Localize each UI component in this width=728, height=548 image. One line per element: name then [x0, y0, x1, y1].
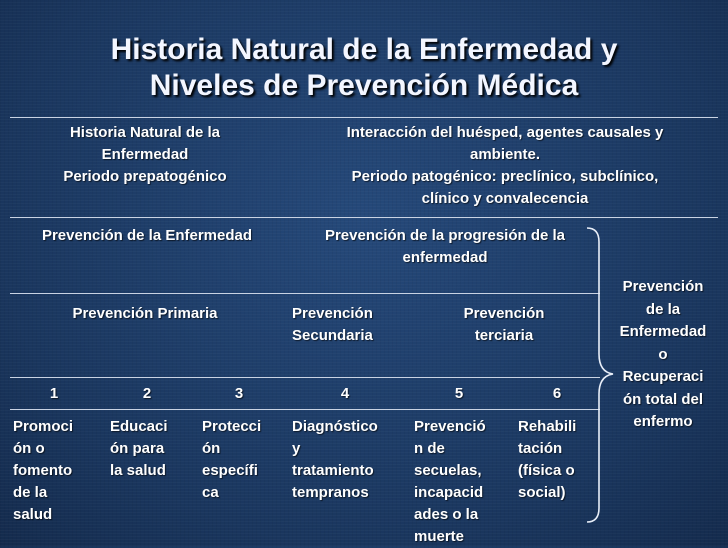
action-line: Protecci: [202, 418, 262, 435]
action-line: ca: [202, 484, 219, 501]
action-line: ades o la: [414, 506, 479, 523]
divider-row-1: [10, 217, 718, 218]
action-line: muerte: [414, 528, 465, 545]
action-early-diagnosis: [292, 416, 410, 504]
progression-prevention-line-2: enfermedad: [402, 249, 488, 266]
action-line: tratamiento: [292, 462, 374, 479]
action-line: social): [518, 484, 566, 501]
action-line: y: [292, 440, 301, 457]
action-line: específi: [202, 462, 258, 479]
action-line: secuelas,: [414, 462, 482, 479]
pathogenic-period-line-1: Periodo patogénico: preclínico, subclínico,: [351, 168, 659, 185]
action-line: (física o: [518, 462, 575, 479]
divider-top: [10, 117, 718, 118]
secondary-prevention-cell: [292, 303, 402, 347]
interaction-cell: [300, 122, 710, 210]
tertiary-prevention-cell: [440, 303, 568, 347]
action-line: ón o: [13, 440, 45, 457]
action-line: de la: [13, 484, 48, 501]
action-sequelae-prevention: [414, 416, 512, 548]
interaction-line-2: ambiente.: [469, 146, 541, 163]
side-label: [604, 276, 722, 434]
action-line: Diagnóstico: [292, 418, 378, 435]
side-label-line: de la: [645, 300, 681, 318]
action-line: ón: [202, 440, 221, 457]
action-line: n de: [414, 440, 445, 457]
action-line: tempranos: [292, 484, 369, 501]
secondary-line-1: Prevención: [292, 305, 373, 322]
action-line: Educaci: [110, 418, 168, 435]
action-line: ón para: [110, 440, 165, 457]
page-title: [0, 32, 728, 104]
divider-row-4: [10, 409, 600, 410]
action-health-education: [110, 416, 196, 482]
title-line-1: Historia Natural de la Enfermedad y: [110, 33, 618, 66]
primary-prevention-cell: Prevención Primaria: [72, 305, 218, 322]
action-line: Rehabili: [518, 418, 577, 435]
side-label-line: enfermo: [633, 413, 693, 430]
action-line: salud: [13, 506, 53, 523]
action-line: tación: [518, 440, 563, 457]
secondary-line-2: Secundaria: [292, 327, 373, 344]
action-line: Promoci: [13, 418, 74, 435]
natural-history-cell: [20, 122, 270, 188]
level-number-4: 4: [340, 385, 350, 402]
natural-history-line-2: Enfermedad: [101, 146, 189, 163]
divider-row-2: [10, 293, 600, 294]
natural-history-line-1: Historia Natural de la: [69, 124, 221, 141]
level-number-2: 2: [142, 385, 152, 402]
pathogenic-period-line-2: clínico y convalecencia: [421, 190, 589, 207]
tertiary-line-2: terciaria: [474, 327, 534, 344]
side-label-line: o: [658, 345, 668, 363]
tertiary-line-1: Prevención: [463, 305, 545, 322]
divider-row-3: [10, 377, 600, 378]
level-number-1: 1: [49, 385, 59, 402]
prepathogenic-period: Periodo prepatogénico: [63, 168, 227, 185]
disease-prevention-cell: Prevención de la Enfermedad: [41, 227, 253, 244]
action-line: la salud: [110, 462, 166, 479]
interaction-line-1: Interacción del huésped, agentes causales y: [346, 124, 664, 141]
action-health-promotion: [13, 416, 105, 526]
level-number-6: 6: [552, 385, 562, 402]
action-line: Prevenció: [414, 418, 486, 435]
title-line-2: Niveles de Prevención Médica: [149, 69, 579, 102]
action-line: incapacid: [414, 484, 484, 501]
side-label-line: Recuperaci: [622, 368, 704, 385]
side-label-line: ón total del: [623, 390, 703, 408]
action-specific-protection: [202, 416, 286, 504]
side-label-line: Prevención: [622, 278, 704, 295]
progression-prevention-cell: [292, 225, 598, 269]
action-line: fomento: [13, 462, 73, 479]
progression-prevention-line-1: Prevención de la progresión de la: [324, 227, 566, 244]
level-number-3: 3: [234, 385, 244, 402]
side-label-line: Enfermedad: [619, 323, 707, 340]
level-number-5: 5: [454, 385, 464, 402]
